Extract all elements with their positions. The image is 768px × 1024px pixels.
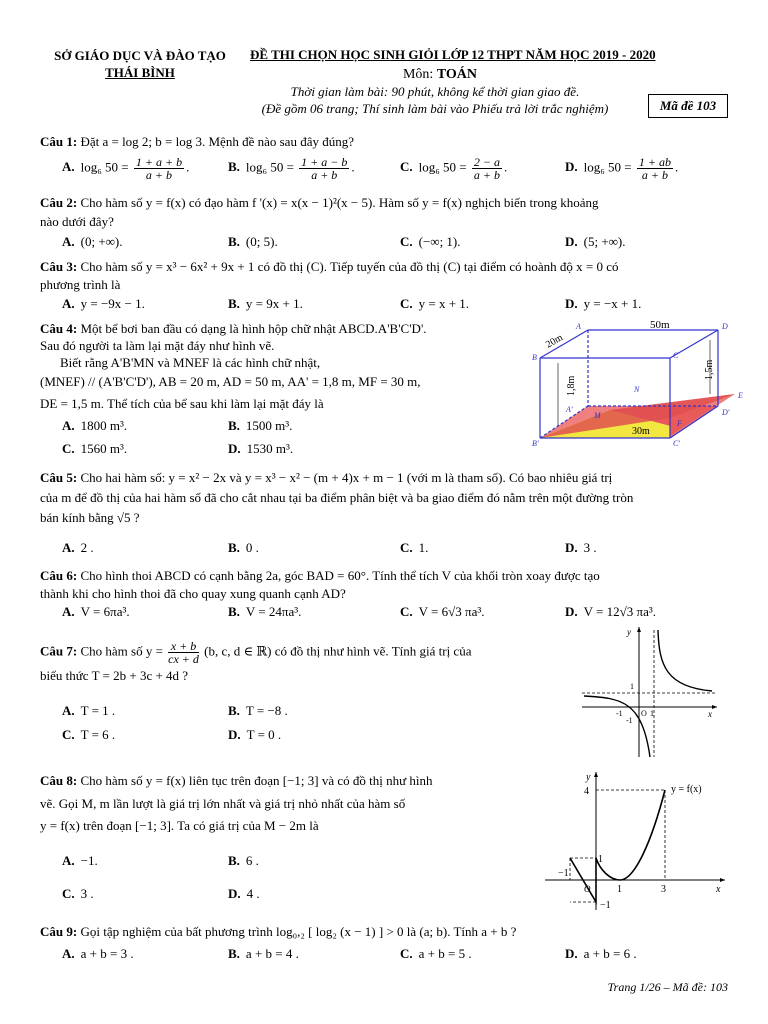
q6-option-c[interactable]: C. V = 6√3 πa³. — [400, 604, 485, 619]
q6-option-a[interactable]: A. V = 6πa³. — [62, 604, 130, 619]
q5-option-d[interactable]: D. 3 . — [565, 540, 597, 555]
q8-text: Câu 8: Cho hàm số y = f(x) liên tục trên đoạn [−1; 3] và có đồ thị như hình — [40, 773, 433, 788]
svg-text:−1: −1 — [600, 900, 611, 911]
q1-option-d[interactable]: D. log₆ 50 = $\frac{1 + ab}{a + b}$ . — [565, 155, 679, 182]
q6-text-line2: thành khi cho hình thoi đã cho quay xung quanh cạnh AD? — [40, 586, 346, 601]
q2-option-c[interactable]: C. (−∞; 1). — [400, 234, 461, 249]
subject-line: Môn: TOÁN — [402, 67, 478, 82]
fig-label-20m: 20m — [544, 332, 565, 351]
svg-text:N: N — [634, 385, 640, 394]
q3-option-c[interactable]: C. y = x + 1. — [400, 296, 470, 311]
q9-option-d[interactable]: D. a + b = 6 . — [565, 946, 637, 961]
svg-text:B': B' — [532, 439, 539, 448]
q9-option-b[interactable]: B. a + b = 4 . — [228, 946, 299, 961]
page-footer: Trang 1/26 – Mã đề: 103 — [607, 980, 728, 994]
q8-text-line2: vẽ. Gọi M, m lần lượt là giá trị lớn nhất và giá trị nhỏ nhất của hàm số — [40, 796, 406, 811]
q7-hyperbola-graph — [582, 625, 722, 760]
fig-label-1-5m: 1,5m — [704, 359, 715, 380]
department-name — [40, 47, 240, 81]
q1-option-a[interactable]: A. log₆ 50 = $\frac{1 + a + b}{a + b}$ . — [62, 155, 190, 182]
q7-option-a[interactable]: A. T = 1 . — [62, 703, 116, 718]
svg-text:O: O — [584, 884, 591, 894]
fig-label-1-8m: 1,8m — [566, 375, 577, 396]
svg-text:y: y — [627, 627, 631, 637]
svg-text:M: M — [594, 411, 601, 420]
q6-option-b[interactable]: B. V = 24πa³. — [228, 604, 302, 619]
q4-text: Câu 4: Một bể bơi ban đầu có dạng là hình hộp chữ nhật ABCD.A'B'C'D'. — [40, 321, 427, 336]
q7-option-c[interactable]: C. T = 6 . — [62, 727, 116, 742]
svg-text:y: y — [586, 772, 591, 783]
svg-text:D: D — [722, 322, 728, 331]
q8-function-graph — [540, 770, 730, 912]
q8-option-c[interactable]: C. 3 . — [62, 886, 94, 901]
svg-text:1: 1 — [598, 854, 603, 865]
q5-text: Câu 5: Cho hai hàm số: y = x² − 2x và y = x³ − x² − (m + 4)x + m − 1 (với m là tham số). Có bao nhiêu giá trị — [40, 470, 613, 485]
q3-option-a[interactable]: A. y = −9x − 1. — [62, 296, 145, 311]
fig-label-30m: 30m — [632, 426, 650, 437]
q3-option-d[interactable]: D. y = −x + 1. — [565, 296, 642, 311]
q8-option-b[interactable]: B. 6 . — [228, 853, 259, 868]
svg-text:D': D' — [722, 408, 730, 417]
department-line1: SỞ GIÁO DỤC VÀ ĐÀO TẠO — [54, 48, 226, 63]
svg-text:y = f(x): y = f(x) — [671, 784, 702, 795]
q6-text: Câu 6: Cho hình thoi ABCD có cạnh bằng 2a, góc BAD = 60°. Tính thể tích V của khối tròn xoay được tạo — [40, 568, 600, 583]
svg-text:1: 1 — [630, 682, 634, 691]
svg-text:-1: -1 — [616, 709, 623, 718]
svg-text:F: F — [677, 419, 682, 428]
q3-option-b[interactable]: B. y = 9x + 1. — [228, 296, 303, 311]
svg-text:C': C' — [673, 439, 681, 448]
q2-text-line2: nào dưới đây? — [40, 214, 114, 229]
q9-text: Câu 9: Gọi tập nghiệm của bất phương trình log₀,₂ [ log₂ (x − 1) ] > 0 là (a; b). Tính a + b ? — [40, 924, 517, 939]
exam-code-box: Mã đề 103 — [648, 94, 728, 118]
q9-option-a[interactable]: A. a + b = 3 . — [62, 946, 134, 961]
time-note: Thời gian làm bài: 90 phút, không kể thời gian giao đề. — [290, 84, 580, 99]
department-line2: THÁI BÌNH — [105, 65, 175, 80]
pool-box-figure — [530, 318, 760, 448]
q1-c-fraction: $\frac{2 - a}{a + b}$ — [473, 155, 500, 182]
svg-text:O: O — [641, 709, 647, 718]
q1-option-c[interactable]: C. log₆ 50 = $\frac{2 - a}{a + b}$ . — [400, 155, 508, 182]
q1-a-fraction: $\frac{1 + a + b}{a + b}$ — [135, 155, 183, 182]
q2-option-a[interactable]: A. (0; +∞). — [62, 234, 123, 249]
q9-option-c[interactable]: C. a + b = 5 . — [400, 946, 472, 961]
q4-text-line2: Sau đó người ta làm lại mặt đáy như hình vẽ. — [40, 338, 275, 353]
q5-option-a[interactable]: A. 2 . — [62, 540, 94, 555]
q7-option-d[interactable]: D. T = 0 . — [228, 727, 282, 742]
svg-text:1: 1 — [617, 884, 622, 895]
q1-text: Câu 1: Đặt a = log 2; b = log 3. Mệnh đề nào sau đây đúng? — [40, 134, 354, 149]
q1-option-b[interactable]: B. log₆ 50 = $\frac{1 + a - b}{a + b}$ . — [228, 155, 355, 182]
q2-option-b[interactable]: B. (0; 5). — [228, 234, 278, 249]
q1-b-fraction: $\frac{1 + a - b}{a + b}$ — [301, 155, 348, 182]
q3-text: Câu 3: Cho hàm số y = x³ − 6x² + 9x + 1 có đồ thị (C). Tiếp tuyến của đồ thị (C) tại điểm có hoành độ x = 0 có — [40, 259, 619, 274]
q5-text-line2: của m để đồ thị của hai hàm số đã cho cắt nhau tại ba điểm phân biệt và ba giao điểm đó nằm trên một đường tròn — [40, 490, 634, 505]
q4-option-c[interactable]: C. 1560 m³. — [62, 441, 128, 456]
q3-text-line2: phương trình là — [40, 277, 121, 292]
q7-option-b[interactable]: B. T = −8 . — [228, 703, 288, 718]
q4-option-a[interactable]: A. 1800 m³. — [62, 418, 128, 433]
q4-text-line3: Biết rằng A'B'MN và MNEF là các hình chữ nhật, — [60, 355, 321, 370]
exam-title: ĐỀ THI CHỌN HỌC SINH GIỎI LỚP 12 THPT NĂM HỌC 2019 - 2020 — [250, 47, 656, 62]
svg-text:B: B — [532, 353, 537, 362]
q4-option-d[interactable]: D. 1530 m³. — [228, 441, 294, 456]
svg-text:C: C — [673, 351, 679, 360]
pages-note: (Đề gồm 06 trang; Thí sinh làm bài vào Phiếu trả lời trắc nghiệm) — [261, 101, 609, 116]
svg-text:3: 3 — [661, 884, 666, 895]
svg-text:E: E — [738, 391, 743, 400]
svg-text:1: 1 — [650, 709, 654, 718]
q2-option-d[interactable]: D. (5; +∞). — [565, 234, 626, 249]
svg-text:x: x — [708, 709, 712, 719]
q8-option-d[interactable]: D. 4 . — [228, 886, 260, 901]
svg-text:x: x — [716, 884, 721, 895]
q7-text: Câu 7: Cho hàm số y = $\frac{x + b}{cx + d}$ (b, c, d ∈ ℝ) có đồ thị như hình vẽ. Tính giá trị của — [40, 639, 472, 666]
q5-text-line3: bán kính bằng √5 ? — [40, 510, 140, 525]
q1-d-fraction: $\frac{1 + ab}{a + b}$ — [638, 155, 671, 182]
q4-option-b[interactable]: B. 1500 m³. — [228, 418, 293, 433]
svg-text:-1: -1 — [626, 716, 633, 725]
q8-option-a[interactable]: A. −1. — [62, 853, 98, 868]
q6-option-d[interactable]: D. V = 12√3 πa³. — [565, 604, 656, 619]
svg-text:−1: −1 — [558, 868, 569, 879]
q7-text-line2: biểu thức T = 2b + 3c + 4d ? — [40, 668, 189, 683]
svg-text:A': A' — [566, 405, 573, 414]
q5-option-c[interactable]: C. 1. — [400, 540, 429, 555]
q4-text-line4: (MNEF) // (A'B'C'D'), AB = 20 m, AD = 50 m, AA' = 1,8 m, MF = 30 m, — [40, 374, 421, 389]
fig-label-50m: 50m — [650, 319, 670, 331]
q5-option-b[interactable]: B. 0 . — [228, 540, 259, 555]
q2-text: Câu 2: Cho hàm số y = f(x) có đạo hàm f '(x) = x(x − 1)²(x − 5). Hàm số y = f(x) nghịch biến trong khoảng — [40, 195, 599, 210]
q4-text-line5: DE = 1,5 m. Thể tích của bể sau khi làm lại mặt đáy là — [40, 396, 324, 411]
svg-text:A: A — [576, 322, 581, 331]
q7-fraction: $\frac{x + b}{cx + d}$ — [168, 639, 199, 666]
svg-text:4: 4 — [584, 786, 589, 797]
q8-text-line3: y = f(x) trên đoạn [−1; 3]. Ta có giá trị của M − 2m là — [40, 818, 319, 833]
